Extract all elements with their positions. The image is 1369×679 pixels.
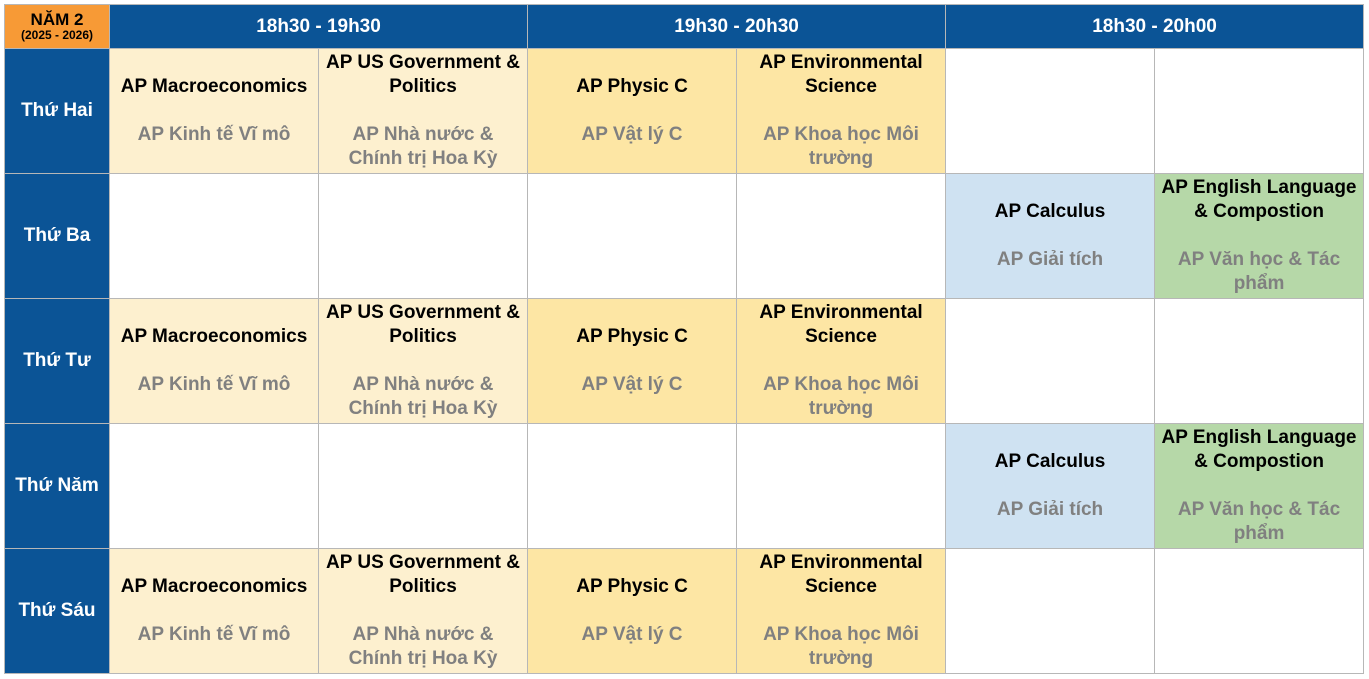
time-slot-header: 19h30 - 20h30	[528, 5, 946, 49]
day-row	[5, 424, 1364, 549]
course-name-en: AP Environmental Science	[759, 302, 923, 347]
day-row	[5, 299, 1364, 424]
course-name-en: AP Physic C	[576, 326, 688, 347]
course-name-vi: AP Nhà nước & Chính trị Hoa Kỳ	[348, 124, 498, 169]
empty-cell	[1155, 299, 1364, 424]
year-label-cell	[5, 5, 110, 49]
course-cell	[1155, 424, 1364, 549]
empty-cell	[1155, 49, 1364, 174]
empty-cell	[110, 424, 319, 549]
empty-cell	[1155, 549, 1364, 674]
course-name-vi: AP Văn học & Tác phẩm	[1177, 249, 1341, 294]
empty-cell	[319, 174, 528, 299]
course-name-vi: AP Giải tích	[996, 499, 1104, 520]
day-row	[5, 49, 1364, 174]
course-name-en: AP Physic C	[576, 576, 688, 597]
course-name-vi: AP Nhà nước & Chính trị Hoa Kỳ	[348, 374, 498, 419]
course-name-vi: AP Giải tích	[996, 249, 1104, 270]
year-title: NĂM 2	[30, 10, 84, 30]
course-name-en: AP Macroeconomics	[120, 576, 308, 597]
course-cell	[737, 549, 946, 674]
course-name-vi: AP Vật lý C	[581, 624, 683, 645]
empty-cell	[737, 424, 946, 549]
course-name-vi: AP Khoa học Môi trường	[763, 124, 919, 169]
course-cell	[319, 549, 528, 674]
course-name-en: AP English Language & Compostion	[1161, 177, 1357, 222]
course-name-vi: AP Vật lý C	[581, 374, 683, 395]
empty-cell	[737, 174, 946, 299]
empty-cell	[946, 49, 1155, 174]
empty-cell	[946, 549, 1155, 674]
course-name-vi: AP Kinh tế Vĩ mô	[137, 374, 291, 395]
course-cell	[528, 549, 737, 674]
course-cell	[110, 299, 319, 424]
empty-cell	[946, 299, 1155, 424]
course-name-vi: AP Khoa học Môi trường	[763, 374, 919, 419]
course-name-en: AP Calculus	[994, 451, 1106, 472]
course-name-vi: AP Nhà nước & Chính trị Hoa Kỳ	[348, 624, 498, 669]
course-name-vi: AP Kinh tế Vĩ mô	[137, 124, 291, 145]
course-cell	[946, 424, 1155, 549]
course-name-en: AP Calculus	[994, 201, 1106, 222]
empty-cell	[319, 424, 528, 549]
course-cell	[110, 549, 319, 674]
course-cell	[1155, 174, 1364, 299]
course-name-en: AP US Government & Politics	[326, 52, 520, 97]
course-cell	[110, 49, 319, 174]
empty-cell	[528, 424, 737, 549]
day-label: Thứ Năm	[5, 424, 110, 549]
course-cell	[528, 49, 737, 174]
header-row	[5, 5, 1364, 49]
day-label: Thứ Sáu	[5, 549, 110, 674]
day-row	[5, 174, 1364, 299]
course-name-en: AP English Language & Compostion	[1161, 427, 1357, 472]
course-cell	[319, 299, 528, 424]
course-name-vi: AP Khoa học Môi trường	[763, 624, 919, 669]
time-slot-header: 18h30 - 19h30	[110, 5, 528, 49]
day-label: Thứ Ba	[5, 174, 110, 299]
course-name-vi: AP Văn học & Tác phẩm	[1177, 499, 1341, 544]
course-cell	[319, 49, 528, 174]
day-label: Thứ Tư	[5, 299, 110, 424]
course-name-en: AP US Government & Politics	[326, 302, 520, 347]
course-name-en: AP US Government & Politics	[326, 552, 520, 597]
course-name-en: AP Environmental Science	[759, 52, 923, 97]
course-name-vi: AP Kinh tế Vĩ mô	[137, 624, 291, 645]
course-cell	[946, 174, 1155, 299]
day-label: Thứ Hai	[5, 49, 110, 174]
empty-cell	[528, 174, 737, 299]
empty-cell	[110, 174, 319, 299]
course-cell	[528, 299, 737, 424]
course-name-en: AP Macroeconomics	[120, 76, 308, 97]
course-name-vi: AP Vật lý C	[581, 124, 683, 145]
schedule-table	[4, 4, 1364, 674]
day-row	[5, 549, 1364, 674]
course-cell	[737, 299, 946, 424]
course-name-en: AP Physic C	[576, 76, 688, 97]
year-range: (2025 - 2026)	[20, 28, 94, 43]
course-cell	[737, 49, 946, 174]
course-name-en: AP Environmental Science	[759, 552, 923, 597]
time-slot-header: 18h30 - 20h00	[946, 5, 1364, 49]
course-name-en: AP Macroeconomics	[120, 326, 308, 347]
